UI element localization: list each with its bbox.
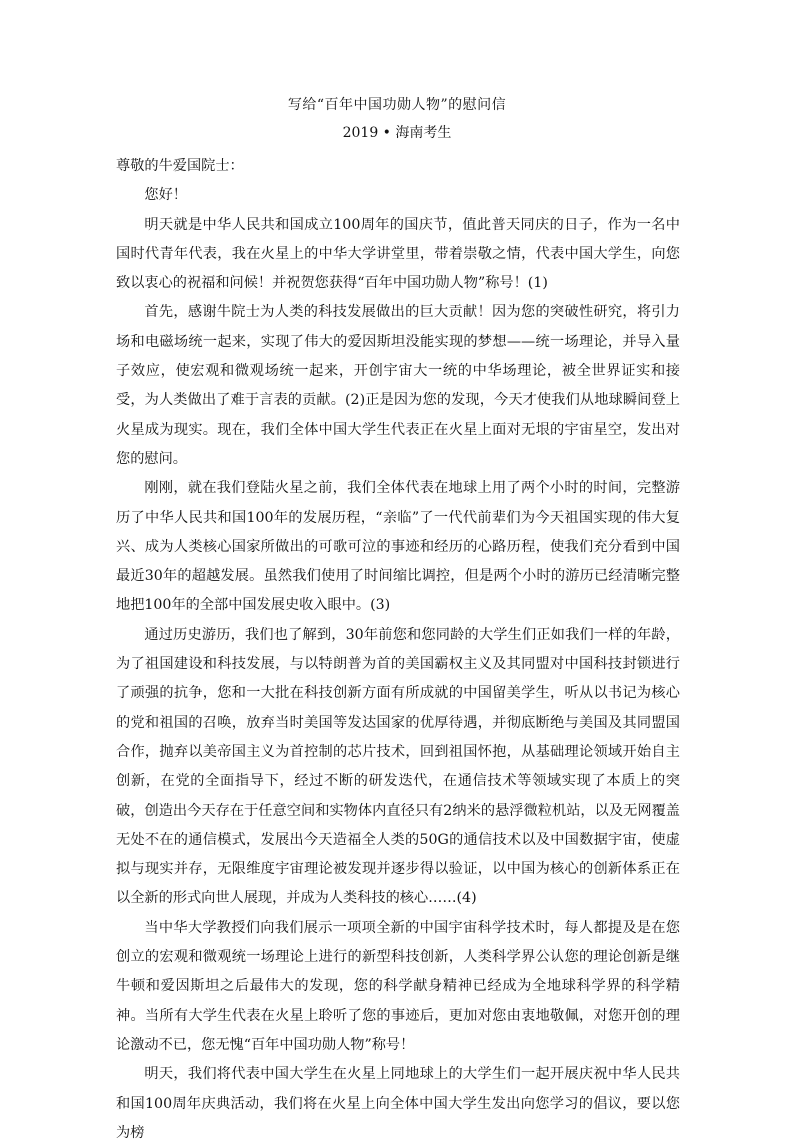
salutation: 尊敬的牛爱国院士： <box>116 158 244 174</box>
paragraph-6: 明天，我们将代表中国大学生在火星上同地球上的大学生们一起开展庆祝中华人民共和国100周年庆典活动，我们将在火星上向全体中国大学生发出向您学习的倡议，要以您为榜 <box>116 1066 680 1141</box>
document-title: 写给“百年中国功勋人物”的慰问信 <box>287 97 507 113</box>
paragraph-5: 当中华大学教授们向我们展示一项项全新的中国宇宙科学技术时，每人都提及是在您创立的宏观和微观统一场理论上进行的新型科技创新，人类科学界公认您的理论创新是继牛顿和爱因斯坦之后最伟大的发现，您的科学献身精神已经成为全地球科学界的科学精神。当所有大学生代表在火星上聆听了您的事迹后，更加对您由衷地敬佩，对您开创的理论激动不已，您无愧“百年中国功勋人物”称号！ <box>116 919 680 1053</box>
paragraph-greeting: 您好！ <box>144 187 187 204</box>
paragraph-3: 刚刚，就在我们登陆火星之前，我们全体代表在地球上用了两个小时的时间，完整游历了中华人民共和国100年的发展历程，“亲临”了一代代前辈们为今天祖国实现的伟大复兴、成为人类核心国家所做出的可歌可泣的事迹和经历的心路历程，使我们充分看到中国最近30年的超越发展。虽然我们使用了时间缩比调控，但是两个小时的游历已经清晰完整地把100年的全部中国发展史收入眼中。(3) <box>116 480 680 614</box>
paragraph-1: 明天就是中华人民共和国成立100周年的国庆节，值此普天同庆的日子，作为一名中国时代青年代表，我在火星上的中华大学讲堂里，带着崇敬之情，代表中国大学生，向您致以衷心的祝福和问候！并祝贺您获得“百年中国功勋人物”称号！(1) <box>116 216 680 292</box>
paragraph-2: 首先，感谢牛院士为人类的科技发展做出的巨大贡献！因为您的突破性研究，将引力场和电磁场统一起来，实现了伟大的爱因斯坦没能实现的梦想——统一场理论，并导入量子效应，使宏观和微观场统一起来，开创宇宙大一统的中华场理论，被全世界证实和接受，为人类做出了难于言表的贡献。(2)正是因为您的发现，今天才使我们从地球瞬间登上火星成为现实。现在，我们全体中国大学生代表正在火星上面对无垠的宇宙星空，发出对您的慰问。 <box>116 304 680 467</box>
document-subtitle: 2019 • 海南考生 <box>342 125 452 141</box>
paragraph-4: 通过历史游历，我们也了解到，30年前您和您同龄的大学生们正如我们一样的年龄，为了祖国建设和科技发展，与以特朗普为首的美国霸权主义及其同盟对中国科技封锁进行了顽强的抗争，您和一大批在科技创新方面有所成就的中国留美学生，听从以书记为核心的党和祖国的召唤，放弃当时美国等发达国家的优厚待遇，并彻底断绝与美国及其同盟国合作，抛弃以美帝国主义为首控制的芯片技术，回到祖国怀抱，从基础理论领域开始自主创新，在党的全面指导下，经过不断的研发迭代，在通信技术等领域实现了本质上的突破，创造出今天存在于任意空间和实物体内直径只有2纳米的悬浮微粒机站，以及无网覆盖无处不在的通信模式，发展出今天造福全人类的50G的通信技术以及中国数据宇宙，使虚拟与现实并存，无限维度宇宙理论被发现并逐步得以验证，以中国为核心的创新体系正在以全新的形式向世人展现，并成为人类科技的核心……(4) <box>116 626 680 907</box>
letter-body <box>116 152 680 1148</box>
